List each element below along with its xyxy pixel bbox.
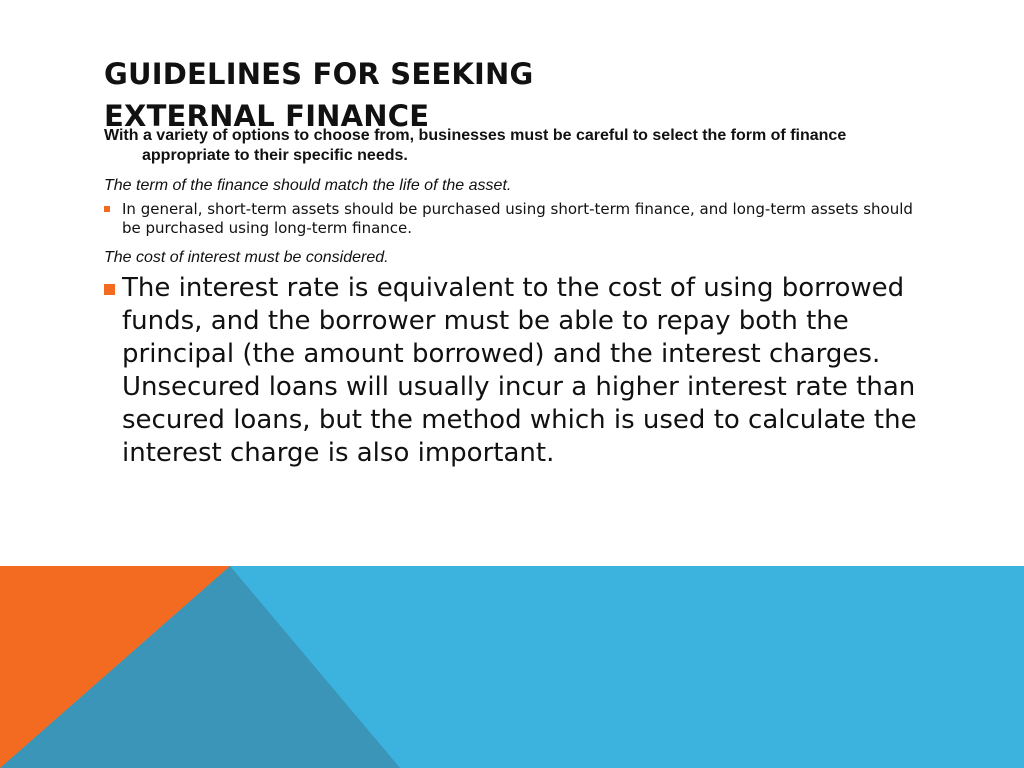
lead-paragraph: With a variety of options to choose from, businesses must be careful to select the form of finance appropriate to their specific needs. bbox=[104, 127, 847, 164]
square-bullet-icon bbox=[104, 284, 115, 295]
slide-content bbox=[104, 126, 934, 470]
bullet-item-asset-term bbox=[104, 200, 934, 238]
subheading-interest-cost: The cost of interest must be considered. bbox=[104, 249, 389, 266]
bullet-text: In general, short-term assets should be purchased using short-term finance, and long-term assets should be purchased using long-term finance. bbox=[122, 200, 913, 237]
slide-title bbox=[104, 53, 924, 137]
square-bullet-icon bbox=[104, 206, 110, 212]
title-line-2: EXTERNAL FINANCE bbox=[104, 99, 430, 134]
bullet-item-interest-cost bbox=[104, 272, 932, 470]
decorative-footer-band bbox=[0, 566, 1024, 768]
title-line-1: GUIDELINES FOR SEEKING bbox=[104, 57, 534, 92]
bullet-text: The interest rate is equivalent to the cost of using borrowed funds, and the borrower must be able to repay both the principal (the amount borrowed) and the interest charges. Unsecured loans will usually incur a higher interest rate than secured loans, but the method which is used to calculate the interest charge is also important. bbox=[122, 273, 917, 468]
subheading-asset-term: The term of the finance should match the life of the asset. bbox=[104, 177, 512, 194]
